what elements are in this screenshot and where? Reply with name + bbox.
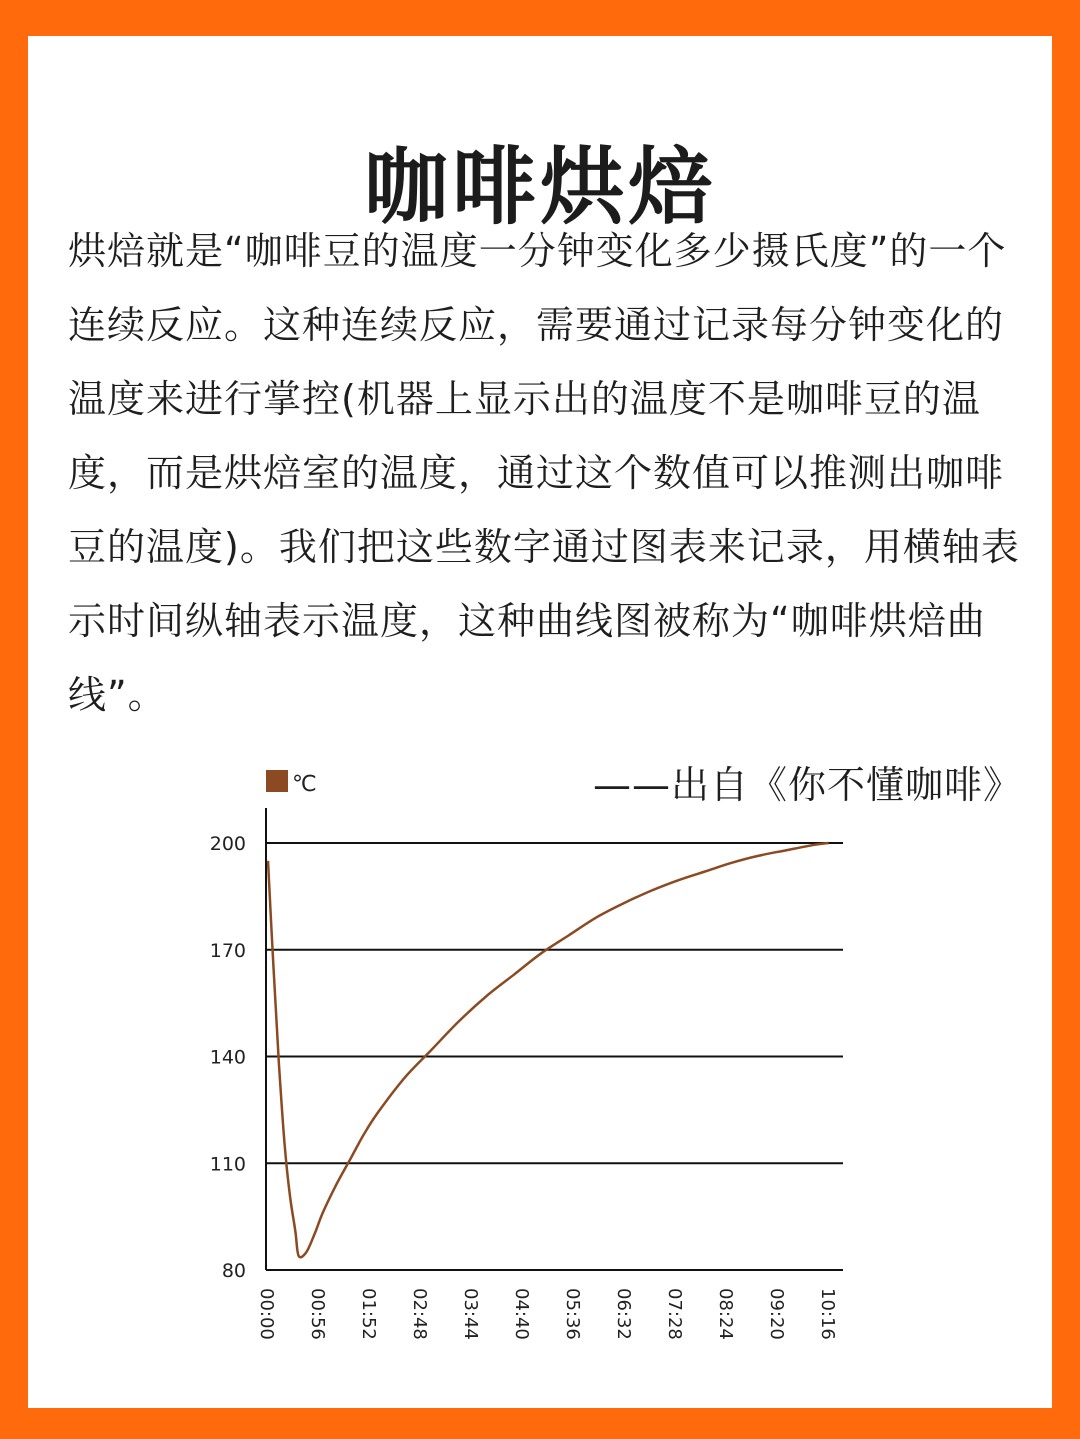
x-tick-label: 09:20 bbox=[766, 1288, 787, 1340]
x-tick-label: 10:16 bbox=[817, 1288, 838, 1340]
source-citation: ——出自《你不懂咖啡》 bbox=[592, 763, 1022, 807]
x-tick-labels bbox=[256, 1288, 838, 1340]
y-tick-labels bbox=[210, 833, 246, 1282]
x-tick-label: 01:52 bbox=[358, 1288, 379, 1340]
y-tick-label: 110 bbox=[209, 1153, 246, 1176]
y-tick-label: 200 bbox=[209, 833, 246, 855]
x-tick-label: 00:00 bbox=[256, 1288, 277, 1340]
x-tick-label: 00:56 bbox=[307, 1288, 328, 1340]
y-unit-label: ℃ bbox=[292, 772, 317, 797]
temperature-curve bbox=[268, 843, 829, 1257]
x-tick-label: 02:48 bbox=[409, 1288, 430, 1340]
x-tick-label: 04:40 bbox=[511, 1288, 532, 1340]
x-tick-label: 06:32 bbox=[613, 1288, 634, 1340]
legend-swatch bbox=[266, 770, 288, 792]
grid-lines bbox=[266, 843, 843, 1163]
x-tick-label: 08:24 bbox=[715, 1288, 736, 1340]
x-tick-label: 03:44 bbox=[460, 1288, 481, 1340]
x-tick-label: 05:36 bbox=[562, 1288, 583, 1340]
y-tick-label: 170 bbox=[209, 939, 246, 962]
y-tick-label: 80 bbox=[221, 1260, 246, 1282]
y-tick-label: 140 bbox=[209, 1046, 246, 1069]
x-tick-label: 07:28 bbox=[664, 1288, 685, 1340]
intro-paragraph: 烘焙就是“咖啡豆的温度一分钟变化多少摄氏度”的一个连续反应。这种连续反应，需要通过记录每分钟变化的温度来进行掌控(机器上显示出的温度不是咖啡豆的温度，而是烘焙室的温度，通过这个数值可以推测出咖啡豆的温度)。我们把这些数字通过图表来记录，用横轴表示时间纵轴表示温度，这种曲线图被称为“咖啡烘焙曲线”。 bbox=[68, 229, 1020, 717]
page-title: 咖啡烘焙 bbox=[363, 138, 716, 236]
